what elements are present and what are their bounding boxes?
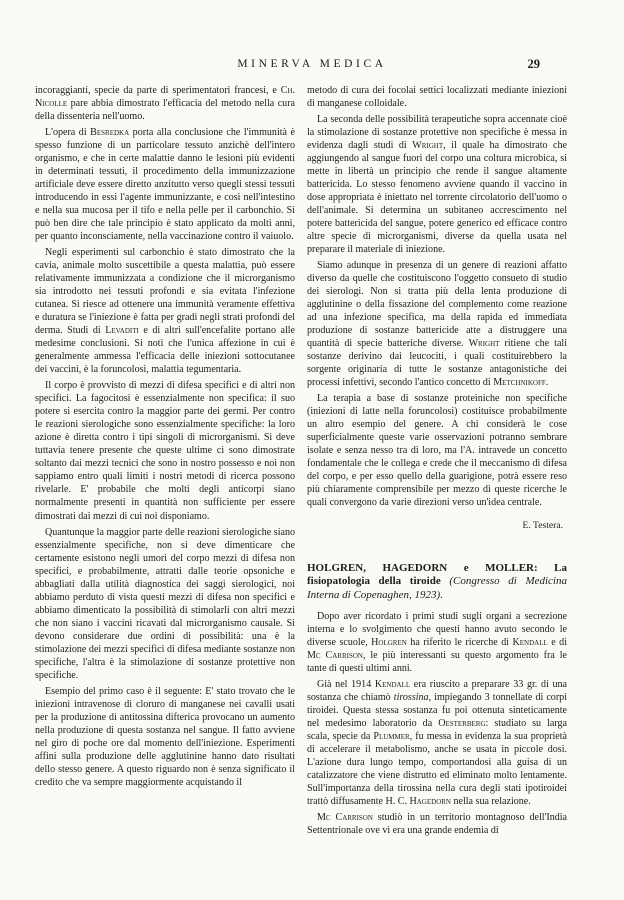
text-run: La seconda delle possibilità terapeutiche sopra accennate cioè la stimolazione di sostanze protettive non specifiche è messa in evidenza dagli studi di — [307, 114, 567, 152]
article-heading — [307, 562, 567, 603]
author-name: Metchnikoff — [493, 377, 546, 389]
paragraph — [35, 126, 295, 243]
text-run: , fu messa in evidenza la sua proprietà di accelerare il metabolismo, anche se usata in piccole dosi. L'azione dura lungo tempo, comportandosi alla guisa di un catalizzatore che viene distrutto ed eliminato molto lentamente. Sull'importanza della tirossina nella cura degli stati ipotiroidei trattò diffusamente H. C. — [307, 731, 567, 808]
article-subject: La fisiopatologia della tiroide — [307, 561, 568, 588]
author-name: Mc Carrison — [317, 812, 373, 824]
paragraph — [307, 113, 567, 256]
paragraph — [307, 84, 567, 110]
paragraph — [307, 392, 567, 509]
text-run: metodo di cura dei focolai settici localizzati mediante iniezioni di manganese colloidale. — [307, 85, 567, 110]
paragraph — [307, 811, 567, 837]
page-number: 29 — [527, 57, 540, 71]
author-name: Plummer — [373, 731, 410, 743]
text-run: Siamo adunque in presenza di un genere di reazioni affatto diverso da quelle che costituiscono l'oggetto consueto di studio dei sierologi. Non si tratta più della lenta produzione di agglutinine o della fissazione del complemento come reazione ad una infezione specifica, ma della rapida ed immediata produzione di sostanze battericide atte a distruggere una quantità di specie batteriche diverse. — [307, 260, 567, 350]
paragraph — [307, 678, 567, 808]
paragraph — [35, 84, 295, 123]
author-name: Ch. Nicolle — [35, 85, 295, 110]
text-run: incoraggianti, specie da parte di sperimentatori francesi, e — [35, 85, 281, 96]
text-run: pare abbia dimostrato l'efficacia del metodo nella cura della dissenteria nell'uomo. — [35, 98, 295, 123]
text-run: , le più interessanti su questo argomento fra le tante di questi ultimi anni. — [307, 650, 567, 675]
article-authors: HOLGREN, HAGEDORN e MOLLER: — [307, 561, 538, 574]
author-name: Hagedorn — [409, 796, 451, 808]
author-name: Kendall — [374, 679, 411, 691]
paragraph — [35, 685, 295, 789]
author-name: Holgren — [371, 637, 407, 649]
text-run: Dopo aver ricordato i primi studi sugli organi a secrezione interna e lo svolgimento che questi hanno avuto secondo le diverse scuole, — [307, 611, 567, 649]
text-run: Quantunque la maggior parte delle reazioni sierologiche siano essenzialmente specifiche, non si deve dimenticare che certamente esistono negli umori del corpo mezzi di difesa non specifici, e probabilmente, attratti dalle teorie opsoniche e abbagliati dalla utilità diagnostica dei saggi sierologici, noi abbiamo perduto di vista questi mezzi di difesa non specifici e abbiamo dimenticato la possibilità di stimolarli con altri mezzi che non siano i vaccini ricavati dal microrganismo causale. Si devono considerare due ordini di possibilità: una è la stimolazione dei mezzi specifici di difesa mediante sostanze non specifiche, l'altra è la stimolazione di sostanze protettive non specifiche. — [35, 526, 295, 681]
journal-title: MINERVA MEDICA — [237, 58, 387, 70]
left-column — [35, 84, 295, 792]
text-run: Negli esperimenti sul carbonchio è stato dimostrato che la cavia, animale molto suscettibile a questa malattia, può essere relativamente immunizzata a condizione che il microrganismo sia introdotto nei tessuti profondi e sia evitata l'infezione cutanea. Si riesce ad ottenere una immunità veramente effettiva e duratura se l'iniezione è fatta per gradi negli strati profondi del derma. Studi di — [35, 247, 295, 337]
paragraph — [35, 526, 295, 682]
text-run: ha riferito le ricerche di — [406, 637, 513, 649]
emphasis-term: tirossina — [393, 692, 429, 704]
author-name: Besredka — [90, 127, 130, 139]
text-run: e di altri sull'encefalite portano alle medesime conclusioni. Si noti che l'unica affezione in cui è generalmente ammessa l'efficacia delle iniezioni sottocutanee dei vaccini, è la foruncolosi, malattia tegumentaria. — [35, 325, 295, 376]
text-run: porta alla conclusione che l'immunità è spesso funzione di un particolare tessuto anzichè dell'intero organismo, e che in certe malattie danno le lesioni più evidenti in determinati tessuti, il procedimento della immunizzazione artificiale deve essere diretto anzitutto verso quegli stessi tessuti introducendo in essi l'agente immunizzante, e così nell'intestino e nella sua mucosa per il tifo e nella pelle per il carbonchio. Si può ben dire che tale principio è stato applicato da molti anni, per quanto inconsciamente, nella vaccinazione contro il vaiuolo. — [35, 127, 295, 243]
text-run: , impiegando 3 tonnellate di corpi tiroidei. Questa stessa sostanza fu poi ottenuta sinteticamente nel medesimo laboratorio da — [307, 692, 567, 730]
running-header — [0, 58, 624, 74]
text-run: : studiato su larga scala, specie da — [307, 718, 567, 743]
text-run: L'opera di — [45, 127, 91, 139]
author-name: Kendall — [512, 637, 548, 649]
paragraph — [35, 246, 295, 376]
author-name: Wright — [412, 140, 444, 152]
author-name: Levaditi — [105, 325, 139, 337]
paragraph — [307, 259, 567, 389]
text-run: e di — [547, 637, 567, 649]
article-citation: (Congresso di Medicina Interna di Copenaghen, 1923). — [307, 575, 567, 601]
text-run: . — [545, 377, 549, 389]
text-run: Esempio del primo caso è il seguente: E' stato trovato che le iniezioni intravenose di cloruro di manganese nei cavalli usati per la produzione di antitossina difterica provocano un aumento nella produzione di questa sostanza nel sangue. Il fatto avviene nel giro di poche ore dal momento dell'iniezione. Esperimenti affini sulla produzione delle agglutinine hanno dato risultati dello stesso genere. A questo riguardo non è senza significato il credito che va sempre maggiormente acquistando il — [35, 685, 295, 788]
right-column-bottom — [307, 610, 567, 837]
author-name: Oesterberg — [438, 718, 486, 730]
text-run: ritiene che tali sostanze derivino dai leucociti, i quali costituirebbero la sorgente originaria di tutte le sostanze antagonistiche dei processi infettivi, secondo l'antico concetto di — [307, 338, 567, 389]
author-name: Wright — [468, 338, 500, 350]
right-column-top — [307, 84, 567, 510]
text-run: La terapia a base di sostanze proteiniche non specifiche (iniezioni di latte nella foruncolosi) costituisce probabilmente un altro esempio del genere. A chi considerà le cose superficialmente queste varie osservazioni potranno sembrare isolate e senza nesso tra di loro, ma l'A. intravede un concetto fondamentale che le collega e crede che il meccanismo di difesa del corpo, e per esso quello della guarigione, potrà essere reso più chiaramente comprensibile per mezzo di queste ricerche le quali convergono da varie direzioni verso un'idea centrale. — [307, 393, 567, 509]
paragraph — [307, 610, 567, 675]
author-name: Mc Carrison — [307, 650, 363, 662]
text-run: Già nel 1914 — [317, 679, 375, 691]
paragraph — [35, 379, 295, 522]
text-run: studiò in un territorio montagnoso dell'India Settentrionale ove vi era una grande endemia di — [307, 812, 567, 837]
text-run: Il corpo è provvisto di mezzi di difesa specifici e di altri non specifici. La fagocitosi è essenzialmente non specifica: il suo potere si esercita contro la maggior parte dei germi. Per contro le reazioni sierologiche sono essenzialmente specifiche: la loro azione è diretta contro i tipi singoli di microrganismi. Si deve tuttavia tenere presente che queste ultime ci sono dimostrate soltanto dai mezzi tecnici che sono in nostro possesso e noi non sappiamo entro quali limiti i nostri metodi di ricerca possono rivelarle. E' probabile che molti degli anticorpi siano normalmente presenti in quantità non sufficiente per essere dimostrati dai mezzi di cui noi disponiamo. — [35, 380, 295, 522]
text-run: era riuscito a preparare 33 gr. di una sostanza che chiamò — [307, 679, 567, 704]
right-column — [307, 84, 567, 840]
text-run: , il quale ha dimostrato che aggiungendo al sangue fuori del corpo una coltura microbica, si mette in libertà un principio che rende il sangue altamente battericida. Lo stesso fenomeno avviene quando il vaccino in dose appropriata è iniettato nel torrente circolatorio dell'uomo o dell'animale. Si determina un subitaneo accrescimento nel potere battericida del sangue, potere generico ed efficace contro altre specie di microrganismi, diverse da quella usata nel preparare il materiale di iniezione. — [307, 140, 567, 256]
signature: E. Testera. — [522, 519, 563, 531]
text-run: nella sua relazione. — [450, 796, 531, 808]
